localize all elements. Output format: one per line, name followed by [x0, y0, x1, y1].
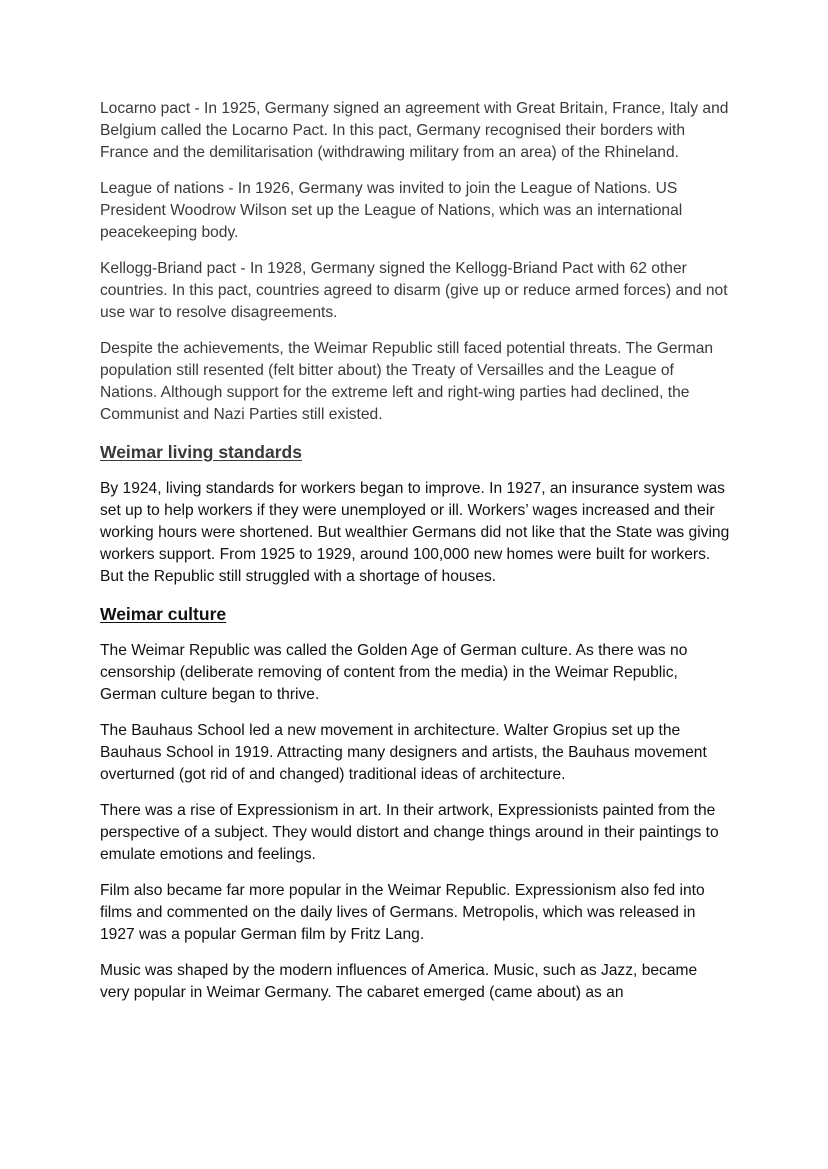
heading-living-standards: Weimar living standards — [100, 442, 302, 462]
paragraph-bauhaus: The Bauhaus School led a new movement in architecture. Walter Gropius set up the Bauhaus School in 1919. Attracting many designers and artists, the Bauhaus movement overturned (got rid of and changed) traditional ideas of architecture. — [100, 722, 707, 783]
paragraph-living-standards: By 1924, living standards for workers began to improve. In 1927, an insurance system was set up to help workers if they were unemployed or ill. Workers’ wages increased and their working hours were shortened. But wealthier Germans did not like that the State was giving workers support. From 1925 to 1929, around 100,000 new homes were built for workers. But the Republic still struggled with a shortage of houses. — [100, 480, 730, 585]
paragraph-potential-threats: Despite the achievements, the Weimar Republic still faced potential threats. The German population still resented (felt bitter about) the Treaty of Versailles and the League of Nations. Although support for the extreme left and right-wing parties had declined, the Communist and Nazi Parties still existed. — [100, 340, 714, 423]
paragraph-expressionism: There was a rise of Expressionism in art. In their artwork, Expressionists painted from the perspective of a subject. They would distort and change things around in their paintings to emulate emotions and feelings. — [100, 802, 719, 863]
paragraph-kellogg-briand-pact: Kellogg-Briand pact - In 1928, Germany signed the Kellogg-Briand Pact with 62 other countries. In this pact, countries agreed to disarm (give up or reduce armed forces) and not use war to resolve disagreements. — [100, 260, 728, 321]
document-page — [100, 98, 730, 1018]
paragraph-golden-age: The Weimar Republic was called the Golden Age of German culture. As there was no censorship (deliberate removing of content from the media) in the Weimar Republic, German culture began to thrive. — [100, 642, 688, 703]
paragraph-film: Film also became far more popular in the Weimar Republic. Expressionism also fed into films and commented on the daily lives of Germans. Metropolis, which was released in 1927 was a popular German film by Fritz Lang. — [100, 882, 705, 943]
paragraph-music: Music was shaped by the modern influences of America. Music, such as Jazz, became very popular in Weimar Germany. The cabaret emerged (came about) as an — [100, 962, 698, 1001]
paragraph-locarno-pact: Locarno pact - In 1925, Germany signed an agreement with Great Britain, France, Italy and Belgium called the Locarno Pact. In this pact, Germany recognised their borders with France and the demilitarisation (withdrawing military from an area) of the Rhineland. — [100, 100, 729, 161]
paragraph-league-of-nations: League of nations - In 1926, Germany was invited to join the League of Nations. US President Woodrow Wilson set up the League of Nations, which was an international peacekeeping body. — [100, 180, 683, 241]
heading-weimar-culture: Weimar culture — [100, 604, 227, 624]
